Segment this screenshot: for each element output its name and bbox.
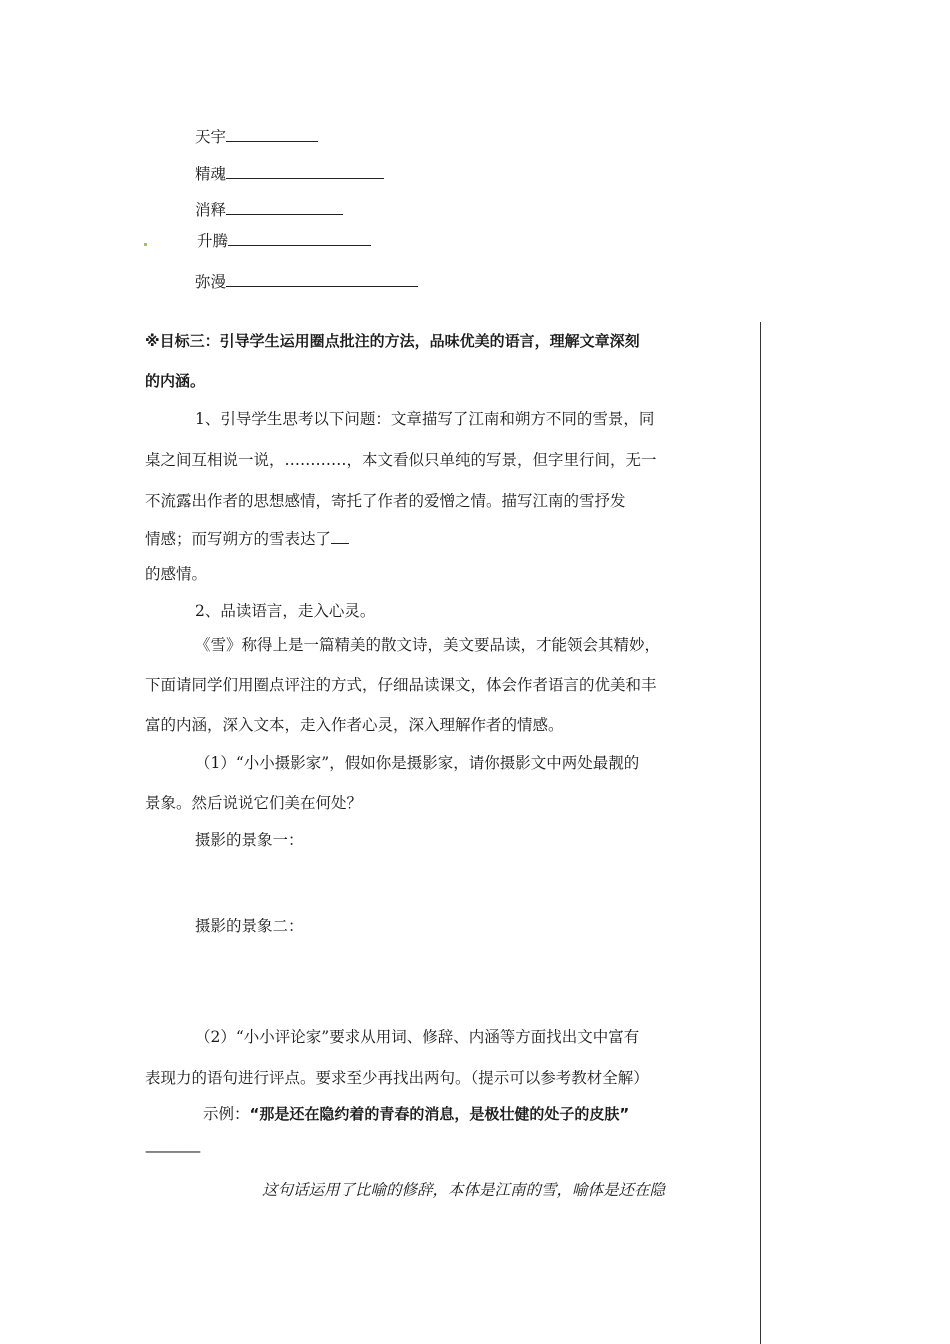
- example-quote: “那是还在隐约着的青春的消息，是极壮健的处子的皮肤”: [249, 1105, 630, 1123]
- example-comment: 这句话运用了比喻的修辞，本体是江南的雪，喻体是还在隐: [262, 1181, 666, 1199]
- goal-heading-line1: ※目标三：引导学生运用圈点批注的方法，品味优美的语言，理解文章深刻: [145, 332, 640, 350]
- vocab-word: 消释: [195, 201, 227, 219]
- goal-heading-line2: 的内涵。: [145, 372, 206, 390]
- scene-label: 摄影的景象二：: [195, 917, 304, 935]
- q2-paragraph-line: 富的内涵，深入文本，走入作者心灵，深入理解作者的情感。: [145, 716, 564, 734]
- vocab-word: 天宇: [195, 128, 227, 146]
- vocab-item: [195, 164, 384, 184]
- q1-line: 的感情。: [145, 565, 208, 583]
- dash-line: ————: [145, 1142, 199, 1160]
- answer-blank[interactable]: [226, 272, 418, 287]
- sub2-line: （2）“小小评论家”要求从用词、修辞、内涵等方面找出文中富有: [195, 1028, 640, 1046]
- sub1-line: （1）“小小摄影家”，假如你是摄影家，请你摄影文中两处最靓的: [195, 754, 640, 772]
- q2-paragraph-line: 《雪》称得上是一篇精美的散文诗，美文要品读，才能领会其精妙，: [195, 636, 661, 654]
- speck-mark: [144, 243, 147, 246]
- q1-line: 1、引导学生思考以下问题：文章描写了江南和朔方不同的雪景，同: [195, 410, 655, 428]
- answer-blank[interactable]: [226, 164, 384, 179]
- vocab-item: [195, 200, 343, 220]
- q1-line: 桌之间互相说一说，…………，本文看似只单纯的写景，但字里行间，无一: [145, 451, 657, 469]
- vocab-word: 精魂: [195, 165, 227, 183]
- vocab-item: [197, 231, 371, 251]
- sub1-line: 景象。然后说说它们美在何处？: [145, 794, 363, 812]
- example-label: 示例：: [203, 1105, 250, 1123]
- margin-rule: [760, 322, 761, 1344]
- answer-blank[interactable]: [331, 529, 349, 544]
- q1-line: [145, 529, 349, 549]
- example-line: [203, 1104, 629, 1124]
- answer-blank[interactable]: [228, 231, 371, 246]
- answer-blank[interactable]: [226, 127, 318, 142]
- q1-line: 不流露出作者的思想感情，寄托了作者的爱憎之情。描写江南的雪抒发: [145, 492, 626, 510]
- vocab-item: [195, 272, 418, 292]
- vocab-word: 升腾: [197, 232, 229, 250]
- q2-title: 2、品读语言，走入心灵。: [195, 602, 376, 620]
- scene-label: 摄影的景象一：: [195, 831, 304, 849]
- vocab-item: [195, 127, 318, 147]
- answer-blank[interactable]: [226, 200, 343, 215]
- sub2-line: 表现力的语句进行评点。要求至少再找出两句。（提示可以参考教材全解）: [145, 1069, 649, 1087]
- vocab-word: 弥漫: [195, 273, 227, 291]
- q2-paragraph-line: 下面请同学们用圈点评注的方式，仔细品读课文，体会作者语言的优美和丰: [145, 676, 657, 694]
- q1-text: 情感；而写朔方的雪表达了: [145, 530, 332, 548]
